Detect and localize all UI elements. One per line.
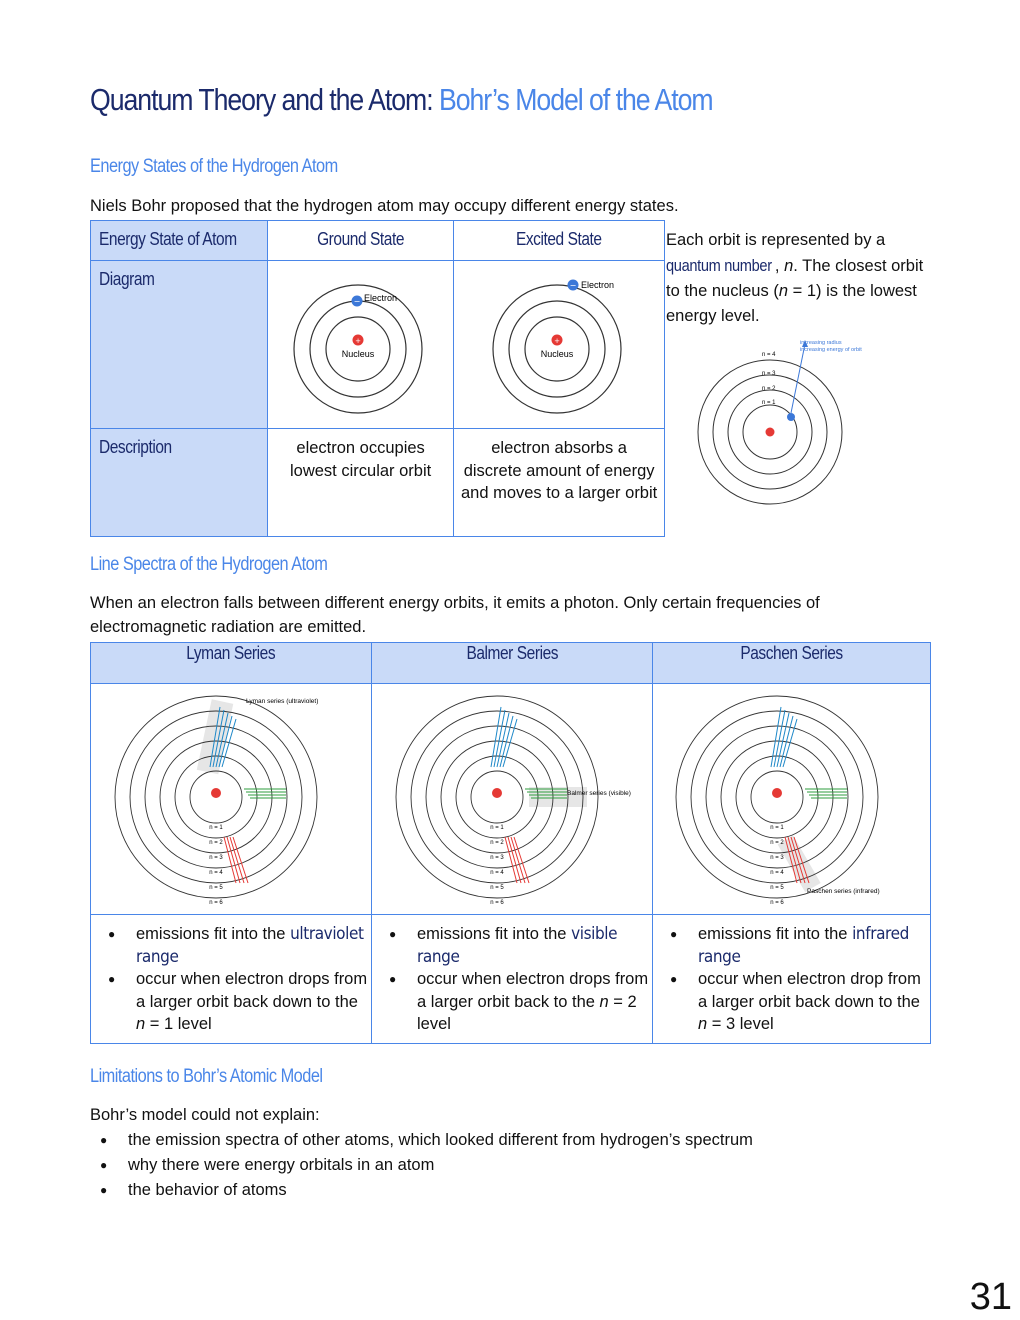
orbit-label: n = 4 (769, 869, 784, 876)
description-row-label: Description (91, 429, 268, 537)
line-spectra-table (90, 642, 931, 1044)
energy-states-table (90, 220, 665, 537)
excited-state-header: Excited State (454, 221, 665, 261)
lyman-diagram (91, 684, 372, 915)
orbit-label: n = 3 (490, 854, 504, 861)
series-label: Balmer series (visible) (567, 789, 631, 797)
ground-state-header: Ground State (268, 221, 454, 261)
orbit-label: n = 2 (490, 839, 504, 846)
svg-text:n = 1: n = 1 (762, 400, 776, 406)
limitations-intro: Bohr’s model could not explain: (90, 1106, 320, 1124)
balmer-diagram (372, 684, 653, 915)
paschen-notes (653, 915, 931, 1044)
page-title (90, 82, 713, 118)
quantum-number-note: Each orbit is represented by a quantum number , n. The closest orbit to the nucleus (n = 1) is the lowest energy level. (666, 231, 924, 325)
nucleus-icon (211, 788, 221, 798)
title-highlight: Bohr’s Model of the Atom (438, 82, 713, 117)
svg-text:increasing energy of orbit: increasing energy of orbit (800, 347, 862, 353)
list-item: ● occur when electron drops from a larger orbit back to the n = 2 level (417, 968, 652, 1036)
lyman-notes (91, 915, 372, 1044)
balmer-header: Balmer Series (372, 643, 653, 684)
title-main: Quantum Theory and the Atom: (90, 82, 433, 117)
list-item: ● occur when electron drop from a larger orbit back down to the n = 3 level (698, 968, 930, 1036)
transition-arrow (233, 837, 248, 883)
series-label: Lyman series (ultraviolet) (246, 697, 319, 705)
orbit-label: n = 2 (209, 839, 223, 846)
svg-text:−: − (353, 297, 361, 306)
list-item: ● why there were energy orbitals in an atom (128, 1153, 753, 1178)
transition-arrow (511, 837, 525, 883)
limitations-list (90, 1128, 753, 1203)
orbit-label: n = 6 (769, 899, 784, 906)
list-item: ● the emission spectra of other atoms, which looked different from hydrogen’s spectrum (128, 1128, 753, 1153)
orbit-label: n = 4 (490, 869, 504, 876)
nucleus-icon (492, 788, 502, 798)
orbit-label: n = 5 (209, 884, 223, 891)
energy-states-intro: Niels Bohr proposed that the hydrogen atom may occupy different energy states. (90, 197, 679, 215)
orbit-label: n = 6 (209, 899, 223, 906)
svg-text:Electron: Electron (581, 280, 615, 290)
orbit-label: n = 3 (209, 854, 223, 861)
svg-text:Nucleus: Nucleus (341, 349, 375, 359)
ground-state-diagram (268, 261, 454, 429)
lyman-header: Lyman Series (91, 643, 372, 684)
transition-arrow (227, 837, 240, 883)
list-item: ● the behavior of atoms (128, 1178, 753, 1203)
svg-text:Nucleus: Nucleus (540, 349, 574, 359)
orbit-label: n = 1 (209, 824, 223, 831)
svg-text:n = 2: n = 2 (762, 386, 776, 392)
list-item: ● emissions fit into the ultraviolet range (136, 923, 371, 968)
svg-text:n = 4: n = 4 (762, 352, 776, 358)
transition-arrow (224, 837, 236, 883)
ground-state-description: electron occupies lowest circular orbit (268, 429, 454, 537)
svg-text:+: + (355, 337, 362, 345)
corner-header: Energy State of Atom (91, 221, 268, 261)
svg-text:+: + (554, 337, 561, 345)
quantum-number-diagram (692, 338, 872, 518)
excited-state-diagram (454, 261, 665, 429)
nucleus-icon (772, 788, 782, 798)
paschen-diagram (653, 684, 931, 915)
orbit-label: n = 5 (490, 884, 504, 891)
electron-icon (787, 413, 795, 421)
orbit-label: n = 5 (769, 884, 784, 891)
svg-text:n = 3: n = 3 (762, 371, 776, 377)
orbit-label: n = 6 (490, 899, 504, 906)
series-label: Paschen series (infrared) (806, 887, 880, 895)
transition-arrow (514, 837, 529, 883)
line-spectra-heading: Line Spectra of the Hydrogen Atom (90, 554, 328, 575)
excited-state-description: electron absorbs a discrete amount of energy and moves to a larger orbit (454, 429, 665, 537)
list-item: ● emissions fit into the visible range (417, 923, 652, 968)
svg-text:Electron: Electron (364, 293, 398, 303)
orbit-label: n = 4 (209, 869, 223, 876)
list-item: ● emissions fit into the infrared range (698, 923, 930, 968)
svg-text:increasing radius: increasing radius (800, 340, 842, 346)
balmer-notes (372, 915, 653, 1044)
energy-states-heading: Energy States of the Hydrogen Atom (90, 156, 338, 177)
quantum-number-term: quantum number (666, 256, 772, 275)
orbit-label: n = 2 (769, 839, 784, 846)
svg-text:−: − (569, 281, 577, 290)
orbit-label: n = 1 (769, 824, 784, 831)
paschen-header: Paschen Series (653, 643, 931, 684)
nucleus-icon (766, 428, 775, 437)
line-spectra-intro: When an electron falls between different energy orbits, it emits a photon. Only certain frequencies of electromagnetic radiation are emitted. (90, 594, 820, 636)
orbit-label: n = 1 (490, 824, 504, 831)
diagram-row-label: Diagram (91, 261, 268, 429)
transition-arrow (230, 837, 244, 883)
page-number: 31 (969, 1276, 1012, 1318)
transition-arrow (505, 837, 517, 883)
orbit-label: n = 3 (769, 854, 784, 861)
limitations-heading: Limitations to Bohr’s Atomic Model (90, 1066, 323, 1087)
transition-arrow (508, 837, 521, 883)
list-item: ● occur when electron drops from a larger orbit back down to the n = 1 level (136, 968, 371, 1036)
